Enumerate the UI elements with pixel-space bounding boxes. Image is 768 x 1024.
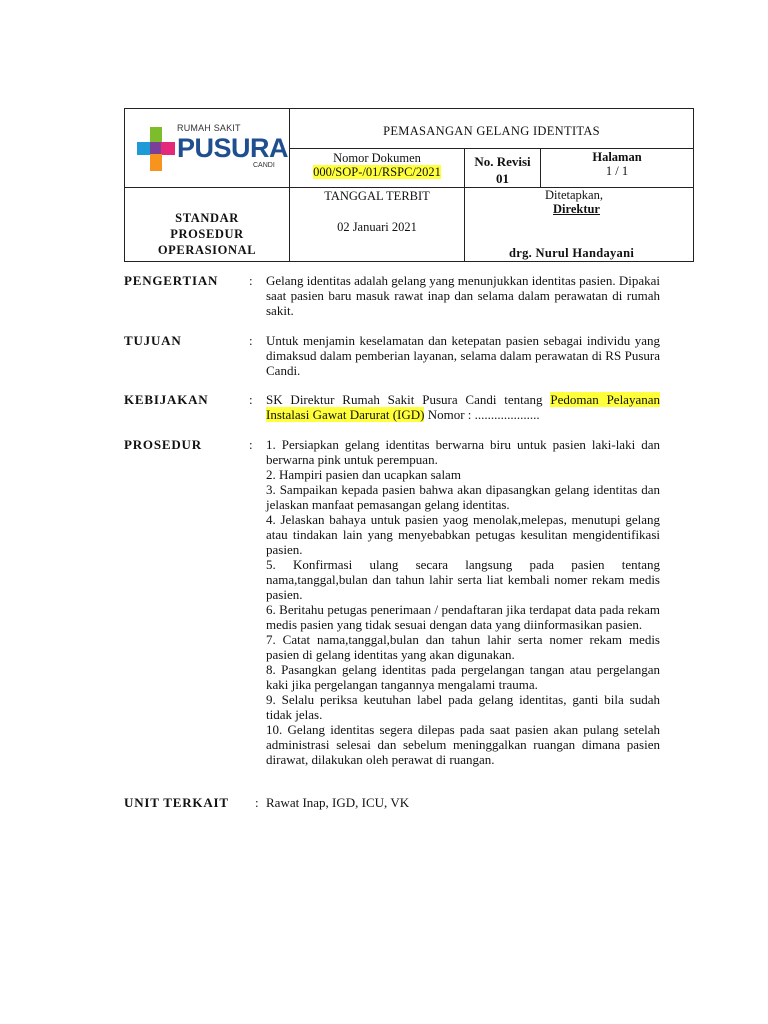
prosedur-step: 3. Sampaikan kepada pasien bahwa akan dipasangkan gelang identitas dan jelaskan manfaat pemasangan gelang identitas. xyxy=(266,482,660,512)
kebijakan-label: KEBIJAKAN xyxy=(124,392,209,407)
doc-number-cell xyxy=(290,149,465,188)
prosedur-label: PROSEDUR xyxy=(124,437,202,452)
revision-cell xyxy=(465,149,541,188)
prosedur-colon: : xyxy=(249,437,253,452)
tujuan-label: TUJUAN xyxy=(124,333,182,348)
prosedur-step: 10. Gelang identitas segera dilepas pada saat pasien akan pulang setelah administrasi selesai dan sebelum meninggalkan ruangan dimana pasien dirawat, dilakukan oleh perawat di ruangan. xyxy=(266,722,660,767)
cross-logo-icon xyxy=(137,127,175,171)
prosedur-step: 9. Selalu periksa keutuhan label pada gelang identitas, ganti bila sudah tidak jelas. xyxy=(266,692,660,722)
pengertian-label: PENGERTIAN xyxy=(124,273,219,288)
kebijakan-text-after: Nomor : .................... xyxy=(424,407,540,422)
tujuan-colon: : xyxy=(249,333,253,348)
approved-label: Ditetapkan, xyxy=(545,188,603,202)
logo-top-text: RUMAH SAKIT xyxy=(177,123,241,133)
issue-date-label: TANGGAL TERBIT xyxy=(324,189,430,203)
prosedur-step: 2. Hampiri pasien dan ucapkan salam xyxy=(266,467,461,482)
unit-label: UNIT TERKAIT xyxy=(124,795,229,810)
prosedur-steps xyxy=(266,437,660,767)
doc-number-value: 000/SOP-/01/RSPC/2021 xyxy=(313,165,441,179)
header-table xyxy=(124,108,694,262)
tujuan-text: Untuk menjamin keselamatan dan ketepatan pasien sebagai individu yang dimaksud dalam pemberian layanan, selama dalam perawatan di RS Pusura Candi. xyxy=(266,333,660,378)
prosedur-step: 4. Jelaskan bahaya untuk pasien yaog menolak,melepas, menutupi gelang atau tindakan lain yang menyebabkan petugas kesulitan mengidentifikasi pasien. xyxy=(266,512,660,557)
sop-line-1: STANDAR xyxy=(175,211,239,225)
approval-cell xyxy=(465,188,694,262)
doc-number-label: Nomor Dokumen xyxy=(333,151,421,165)
pengertian-colon: : xyxy=(249,273,253,288)
prosedur-step: 6. Beritahu petugas penerimaan / pendaftaran jika terdapat data pada rekam medis pasien yang tidak sesuai dengan data yang diinformasikan pasien. xyxy=(266,602,660,632)
unit-colon: : xyxy=(255,795,259,810)
kebijakan-text-before: SK Direktur Rumah Sakit Pusura Candi tentang xyxy=(266,392,551,407)
hospital-logo xyxy=(137,123,289,171)
sop-line-2: PROSEDUR xyxy=(170,227,244,241)
page-cell xyxy=(541,149,694,188)
page-label: Halaman xyxy=(592,150,642,164)
revision-value: 01 xyxy=(496,171,509,186)
unit-text: Rawat Inap, IGD, ICU, VK xyxy=(266,795,410,810)
logo-cell xyxy=(125,109,290,188)
approved-role: Direktur xyxy=(553,202,600,216)
logo-name: PUSURA xyxy=(177,133,289,163)
prosedur-step: 8. Pasangkan gelang identitas pada pergelangan tangan atau pergelangan kaki jika pergelangan tangannya mengalami trauma. xyxy=(266,662,660,692)
page-value: 1 / 1 xyxy=(605,164,629,178)
pengertian-text: Gelang identitas adalah gelang yang menunjukkan identitas pasien. Dipakai saat pasien baru masuk rawat inap dan selama dalam perawatan di rumah sakit. xyxy=(266,273,660,318)
logo-sub-text: CANDI xyxy=(253,162,275,169)
sop-line-3: OPERASIONAL xyxy=(157,243,257,257)
revision-label: No. Revisi xyxy=(474,154,531,169)
sop-cell xyxy=(125,188,290,262)
kebijakan-colon: : xyxy=(249,392,253,407)
approved-name: drg. Nurul Handayani xyxy=(509,246,635,260)
prosedur-step: 7. Catat nama,tanggal,bulan dan tahun lahir serta nomer rekam medis pasien di gelang identitas yang akan digunakan. xyxy=(266,632,660,662)
prosedur-step: 1. Persiapkan gelang identitas berwarna biru untuk pasien laki-laki dan berwarna pink untuk perempuan. xyxy=(266,437,660,467)
kebijakan-text xyxy=(266,392,660,422)
document-title: PEMASANGAN GELANG IDENTITAS xyxy=(290,109,694,149)
prosedur-step: 5. Konfirmasi ulang secara langsung pada pasien tentang nama,tanggal,bulan dan tahun lahir serta liat kembali nomer rekam medis pasien. xyxy=(266,557,660,602)
issue-date-value: 02 Januari 2021 xyxy=(337,220,417,234)
issue-date-cell xyxy=(290,188,465,262)
kebijakan-text-highlight: Pedoman Pelayanan Instalasi Gawat Darurat (IGD) xyxy=(266,392,660,422)
